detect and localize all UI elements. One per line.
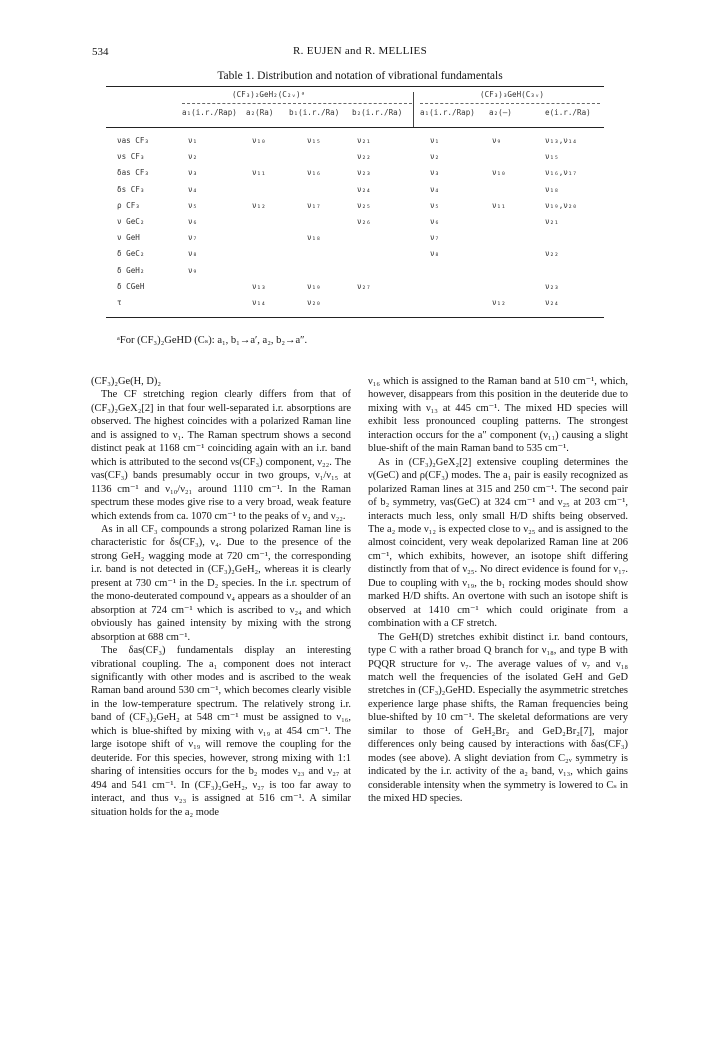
species-a2-right: a₂(–): [489, 108, 512, 117]
table-row-label: δ CGeH: [117, 281, 145, 291]
table-cell: ν₃: [430, 168, 440, 178]
left-column: [91, 375, 351, 819]
table-header-rule: [106, 127, 604, 128]
table-cell: ν₁₈: [545, 184, 559, 194]
table-row-label: ν GeH: [117, 233, 140, 243]
paragraph: As in all CF₃ compounds a strong polarized Raman line is characteristic for δs(CF₃), ν₄. Due to the presence of the strong GeH₂ wagging mode at 720 cm⁻¹, the corresponding i.r. band is not detected in (CF₃)₂GeH₂, whereas it is clearly present at 730 cm⁻¹ in the D₂ species. In the i.r. spectrum of the mono-deuterated compound ν₄ appears as a shoulder of an absorption at 724 cm⁻¹ which is ascribed to ν₂₄ and which obviously has gained intensity by mixing with the strong absorption at 688 cm⁻¹.: [91, 523, 351, 643]
running-head: R. EUJEN and R. MELLIES: [292, 45, 427, 57]
table-cell: ν₂₄: [545, 298, 559, 307]
table-cell: ν₁₉: [307, 281, 321, 291]
table-cell: ν₁₃: [252, 281, 266, 291]
table-cell: ν₇: [430, 233, 440, 243]
table-cell: ν₈: [430, 249, 440, 259]
table-cell: ν₂: [430, 152, 440, 162]
table-group-right: (CF₃)₃GeH(C₃ᵥ): [480, 90, 545, 99]
table-group-left: (CF₃)₂GeH₂(C₂ᵥ)ᵃ: [232, 90, 306, 99]
table-cell: ν₅: [188, 200, 198, 210]
table-cell: ν₁₇: [307, 200, 321, 210]
table-top-rule: [106, 86, 604, 87]
species-b1-left: b₁(i.r./Ra): [289, 108, 340, 117]
table-cell: ν₁₂: [252, 200, 266, 210]
species-e-right: e(i.r./Ra): [545, 108, 591, 117]
table-cell: ν₂: [188, 152, 198, 162]
table-row-label: νs CF₃: [117, 152, 145, 162]
right-column: [368, 375, 628, 806]
page-number: 534: [92, 46, 109, 58]
table-cell: ν₁₀: [492, 168, 506, 178]
paragraph: The δas(CF₃) fundamentals display an interesting vibrational coupling. The a₁ component does not interact significantly with other modes and is ascribed to the weak Raman band around 530 cm⁻¹, which becomes clearly visible in the low-temperature spectrum. The relatively strong i.r. band of (CF₃)₂GeH₂ at 548 cm⁻¹ must be assigned to ν₁₆, which is blue-shifted by mixing with ν₁₉ at 454 cm⁻¹. The large isotope shift of ν₁₉ will remove the coupling for the deuteride. For this species, however, strong mixing with 1:1 sharing of intensities occurs for the b₂ modes ν₂₃ and ν₂₇ at 494 and 541 cm⁻¹. In (CF₃)₂GeH₂, ν₂₇ is too far away to interact, and thus ν₂₃ is assigned at 516 cm⁻¹. A similar situation holds for the a₂ mode: [91, 645, 351, 818]
table-cell: ν₂₁: [545, 217, 559, 226]
table-bottom-rule: [106, 317, 604, 318]
species-a1-right: a₁(i.r./Rap): [420, 108, 475, 117]
table-cell: ν₁₁: [252, 168, 266, 178]
table-row-label: δ GeC₂: [117, 249, 145, 259]
table-row-label: δas CF₃: [117, 168, 150, 178]
table-cell: ν₅: [430, 200, 440, 210]
table-column-divider: [413, 92, 414, 128]
table-cell: ν₂₅: [357, 200, 371, 210]
table-row-label: δ GeH₂: [117, 265, 145, 275]
paragraph: The GeH(D) stretches exhibit distinct i.r. band contours, type C with a rather broad Q branch for ν₁₈, and type B with PQQR structure for ν₇. The average values of ν₇ and ν₁₈ match well the frequencies of the isolated GeH and GeD stretches in (CF₃)₂GeHD. Especially the asymmetric stretches experience large phase shifts, the Raman frequencies being blue-shifted by 10 cm⁻¹. The skeletal deformations are very similar to those of GeH₂Br₂ and GeD₂Br₂[7], major differences only being caused by interactions with δas(CF₃) modes (see above). A slight deviation from C₂ᵥ symmetry is indicated by the i.r. activity of the a₂ band, ν₁₃, which gains considerable intensity when the symmetry is lowered to Cₛ in the mixed HD species.: [368, 631, 628, 805]
table-group-right-rule: [420, 103, 600, 104]
paragraph: As in (CF₃)₂GeX₂[2] extensive coupling determines the ν(GeC) and ρ(CF₃) modes. The a₁ pair is easily recognized as polarized Raman lines at 315 and 250 cm⁻¹. The second pair of b₂ symmetry, νas(GeC) at 324 cm⁻¹ and ν₂₅ at 203 cm⁻¹, interacts much less, only small H/D shifts being observed. The a₂ mode ν₁₂ is expected close to ν₂₅ and is assigned to the almost coincident, very weak depolarized Raman line at 206 cm⁻¹, which exhibits, however, an isotope shift differing distinctly from that of ν₂₅. No direct evidence is found for ν₁₇. Due to coupling with ν₁₉, the b₁ rocking modes should show marked H/D shifts. An overtone with such an isotope shift is observed at 1410 cm⁻¹ which could originate from a combination with a CF stretch.: [368, 456, 628, 630]
table-cell: ν₁: [430, 136, 440, 145]
table-cell: ν₆: [430, 217, 440, 226]
species-b2-left: b₂(i.r./Ra): [352, 108, 403, 117]
table-cell: ν₁₅: [307, 136, 321, 145]
table-row-label: δs CF₃: [117, 184, 145, 194]
table-cell: ν₂₃: [357, 168, 371, 178]
table-cell: ν₁₄: [252, 298, 266, 307]
table-cell: ν₃: [188, 168, 198, 178]
table-row-label: ρ CF₃: [117, 200, 140, 210]
table-group-left-rule: [182, 103, 412, 104]
table-footnote: ᵃFor (CF₃)₂GeHD (Cₛ): a₁, b₁→a′, a₂, b₂→a″.: [117, 335, 308, 346]
table-caption: Table 1. Distribution and notation of vibrational fundamentals: [217, 70, 503, 82]
table-cell: ν₄: [188, 184, 198, 194]
table-cell: ν₂₁: [357, 136, 371, 145]
table-cell: ν₁: [188, 136, 198, 145]
table-cell: ν₉: [492, 136, 502, 145]
species-a1-left: a₁(i.r./Rap): [182, 108, 237, 117]
table-cell: ν₂₄: [357, 184, 371, 194]
table-cell: ν₂₆: [357, 217, 371, 226]
table-cell: ν₂₃: [545, 281, 559, 291]
table-cell: ν₇: [188, 233, 198, 243]
table-cell: ν₁₈: [307, 233, 321, 243]
table-cell: ν₂₂: [545, 249, 559, 259]
table-cell: ν₁₉,ν₂₀: [545, 200, 578, 210]
table-cell: ν₁₆,ν₁₇: [545, 168, 578, 178]
table-cell: ν₂₇: [357, 281, 371, 291]
table-row-label: ν GeC₂: [117, 217, 145, 226]
table-cell: ν₆: [188, 217, 198, 226]
paragraph: The CF stretching region clearly differs from that of (CF₃)₂GeX₂[2] in that four well-separated i.r. absorptions are observed. The highest coincides with a polarized Raman line and is assigned to ν₁. The Raman spectrum shows a second distinct peak at 1168 cm⁻¹ coinciding again with an i.r. band which is attributed to the second νs(CF₃) component, ν₂₂. The νas(CF₃) bands presumably occur in two groups, ν₁/ν₁₅ at 1136 cm⁻¹ and ν₁₀/ν₂₁ around 1110 cm⁻¹. In the Raman spectrum these modes give rise to a very broad, weak feature which extends from ca. 1070 cm⁻¹ to the peaks of ν₂ and ν₂₂.: [91, 389, 351, 522]
table-cell: ν₁₂: [492, 298, 506, 307]
table-cell: ν₁₀: [252, 136, 266, 145]
table-cell: ν₁₆: [307, 168, 321, 178]
table-cell: ν₁₅: [545, 152, 559, 162]
table-row-label: νas CF₃: [117, 136, 150, 145]
table-cell: ν₂₀: [307, 298, 321, 307]
table-cell: ν₁₁: [492, 200, 506, 210]
section-heading: (CF₃)₂Ge(H, D)₂: [91, 376, 162, 387]
table-cell: ν₈: [188, 249, 198, 259]
table-cell: ν₉: [188, 265, 198, 275]
table-row-label: τ: [117, 298, 122, 307]
table-cell: ν₁₃,ν₁₄: [545, 136, 578, 145]
table-cell: ν₄: [430, 184, 440, 194]
paragraph: ν₁₆ which is assigned to the Raman band at 510 cm⁻¹, which, however, disappears from this position in the deuteride due to mixing with ν₁₃ at 445 cm⁻¹. The mixed HD species will exhibit less pronounced coupling patterns. The strongest interaction occurs for the a″ component (ν₁₁) causing a slight blue-shift of the main Raman band to 535 cm⁻¹.: [368, 376, 628, 455]
species-a2-left: a₂(Ra): [246, 108, 274, 117]
table-cell: ν₂₂: [357, 152, 371, 162]
